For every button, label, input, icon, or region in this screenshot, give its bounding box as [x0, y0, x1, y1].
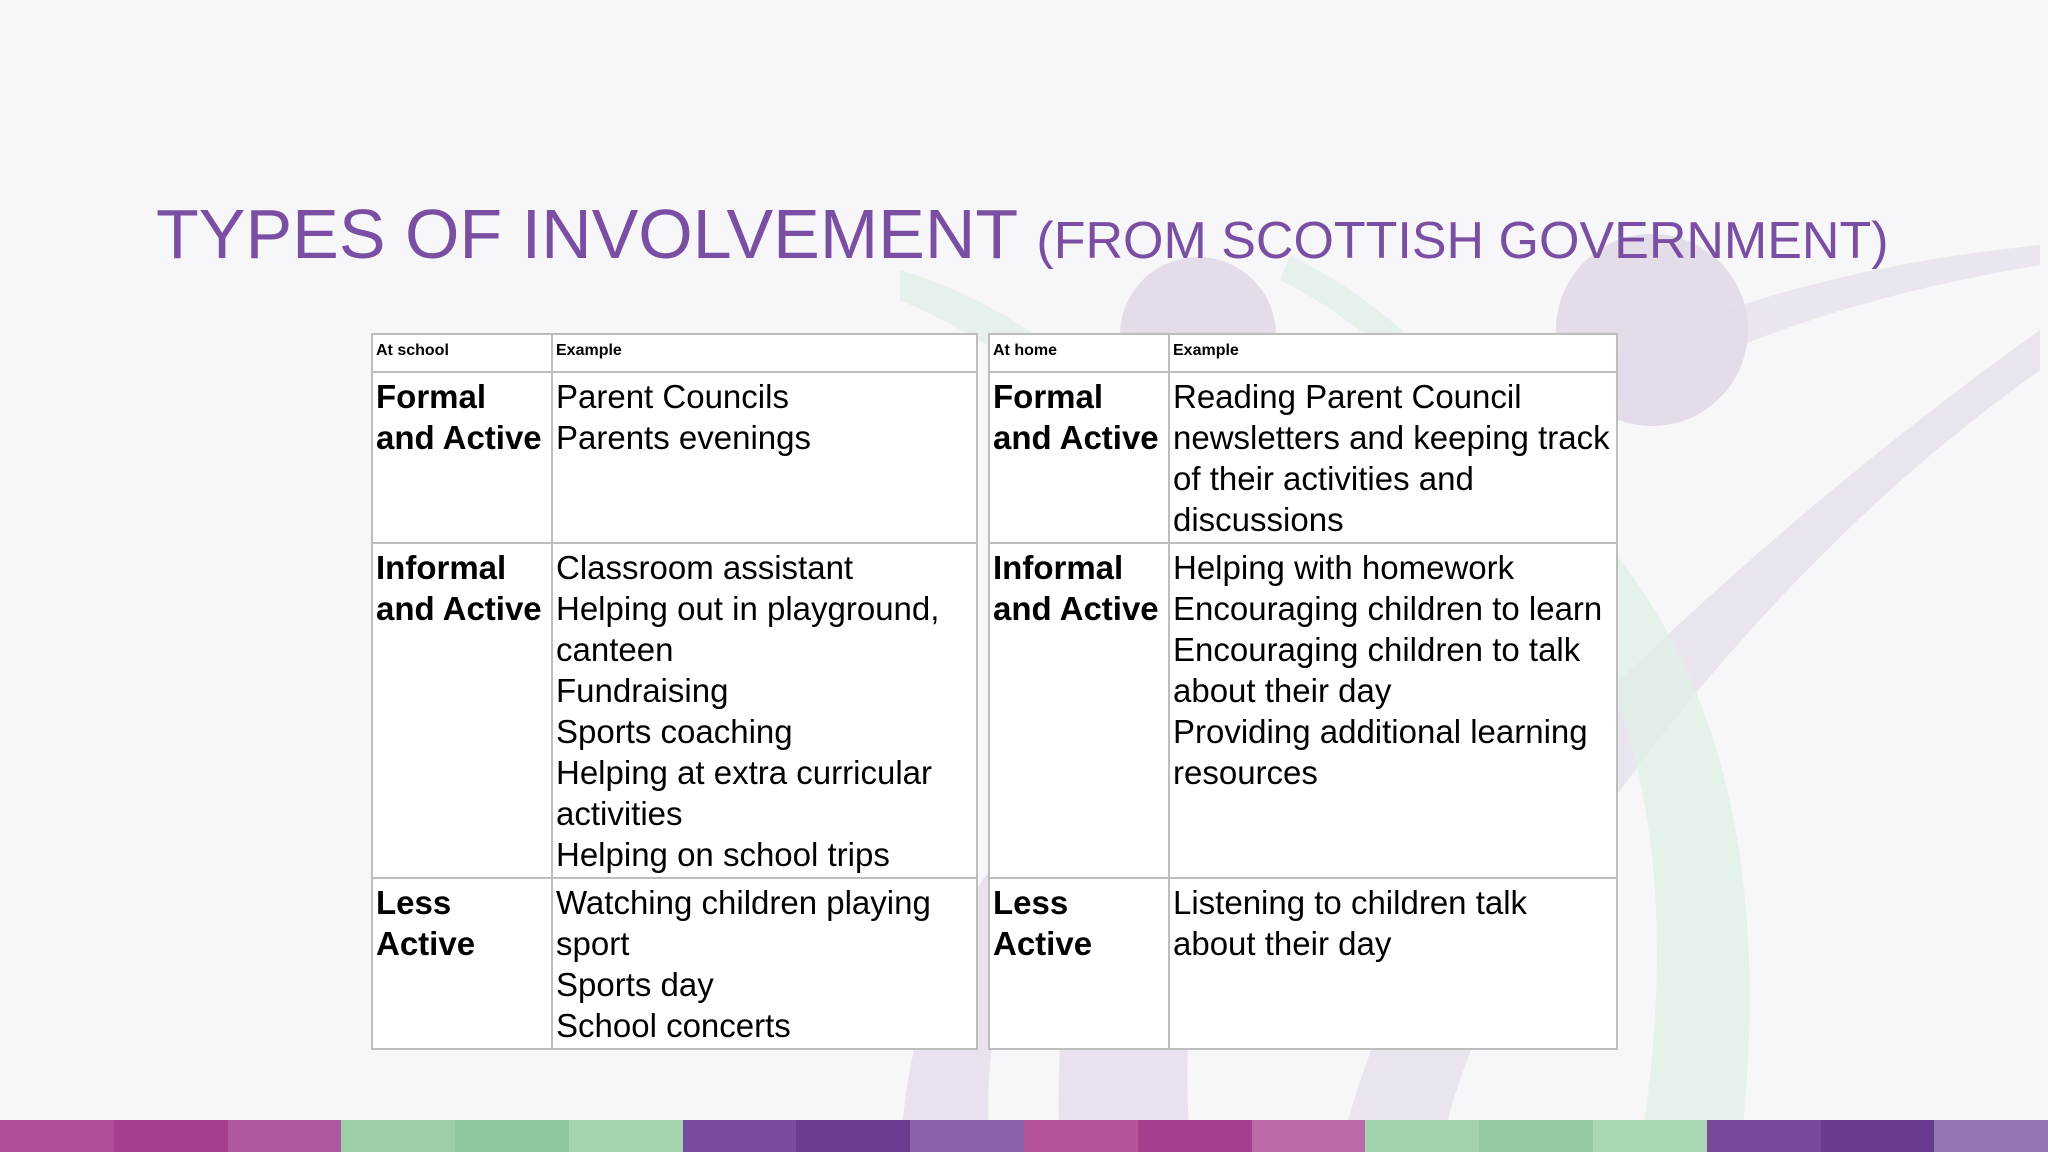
example-item: Helping out in playground, canteen [556, 590, 940, 668]
table-row [989, 543, 1617, 878]
stripe-segment [1365, 1120, 1479, 1152]
example-item: Listening to children talk about their day [1173, 884, 1528, 962]
category-cell: Less Active [989, 878, 1169, 1049]
at-school-table [371, 333, 978, 1050]
example-item: Reading Parent Council newsletters and keeping track of their activities and discussions [1173, 378, 1610, 538]
column-header: At home [989, 334, 1169, 372]
column-header: At school [372, 334, 552, 372]
example-item: Watching children playing sport [556, 884, 931, 962]
at-home-table [988, 333, 1618, 1050]
table-row [372, 878, 977, 1049]
examples-cell [552, 543, 977, 878]
table-row [989, 372, 1617, 543]
example-item: Sports coaching [556, 713, 793, 750]
category-cell: Informal and Active [989, 543, 1169, 878]
table-row [989, 878, 1617, 1049]
stripe-segment [910, 1120, 1024, 1152]
stripe-segment [1593, 1120, 1707, 1152]
stripe-segment [0, 1120, 114, 1152]
category-cell: Formal and Active [372, 372, 552, 543]
title-source: (FROM SCOTTISH GOVERNMENT) [1036, 212, 1889, 270]
table-header-row [372, 334, 977, 372]
title-main: TYPES OF INVOLVEMENT [156, 195, 1017, 273]
example-item: Helping at extra curricular activities [556, 754, 932, 832]
stripe-segment [228, 1120, 342, 1152]
example-item: Encouraging children to learn [1173, 590, 1603, 627]
page-title [156, 192, 1889, 283]
footer-color-stripe [0, 1120, 2048, 1152]
examples-cell [552, 878, 977, 1049]
table-row [372, 543, 977, 878]
column-header: Example [1169, 334, 1617, 372]
example-item: School concerts [556, 1007, 791, 1044]
example-item: Fundraising [556, 672, 729, 709]
example-item: Encouraging children to talk about their day [1173, 631, 1581, 709]
stripe-segment [569, 1120, 683, 1152]
stripe-segment [1024, 1120, 1138, 1152]
example-item: Sports day [556, 966, 714, 1003]
category-cell: Informal and Active [372, 543, 552, 878]
example-item: Parents evenings [556, 419, 811, 456]
table-header-row [989, 334, 1617, 372]
table-row [372, 372, 977, 543]
examples-cell [1169, 543, 1617, 878]
stripe-segment [341, 1120, 455, 1152]
example-item: Classroom assistant [556, 549, 854, 586]
stripe-segment [114, 1120, 228, 1152]
stripe-segment [1934, 1120, 2048, 1152]
stripe-segment [683, 1120, 797, 1152]
examples-cell [1169, 372, 1617, 543]
example-item: Parent Councils [556, 378, 789, 415]
stripe-segment [1821, 1120, 1935, 1152]
stripe-segment [1479, 1120, 1593, 1152]
category-cell: Formal and Active [989, 372, 1169, 543]
stripe-segment [796, 1120, 910, 1152]
example-item: Helping on school trips [556, 836, 890, 873]
column-header: Example [552, 334, 977, 372]
category-cell: Less Active [372, 878, 552, 1049]
stripe-segment [1252, 1120, 1366, 1152]
examples-cell [552, 372, 977, 543]
stripe-segment [1138, 1120, 1252, 1152]
stripe-segment [455, 1120, 569, 1152]
example-item: Helping with homework [1173, 549, 1515, 586]
example-item: Providing additional learning resources [1173, 713, 1588, 791]
examples-cell [1169, 878, 1617, 1049]
stripe-segment [1707, 1120, 1821, 1152]
